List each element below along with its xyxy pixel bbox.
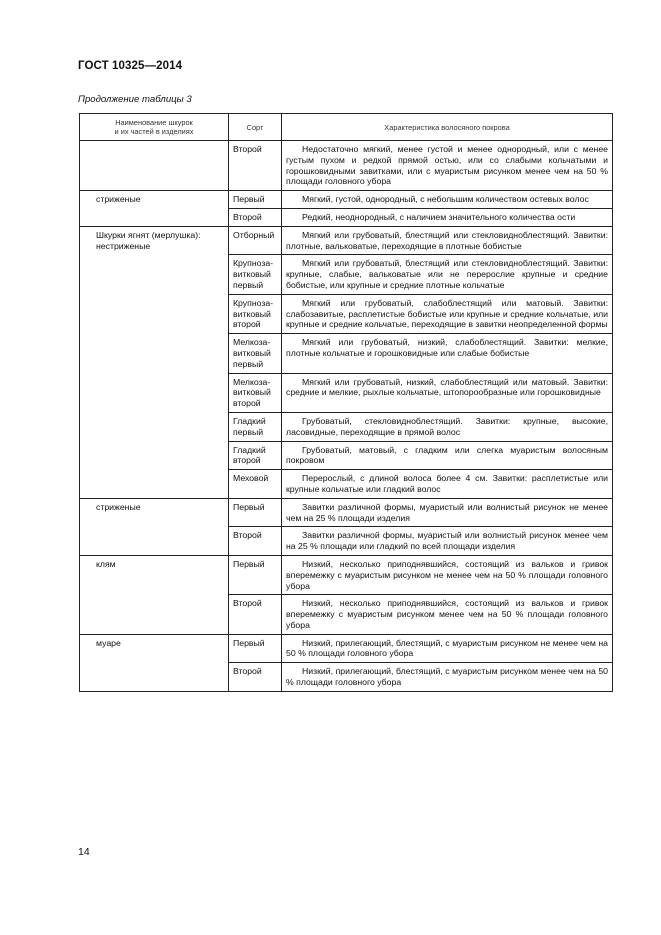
grade-cell: Гладкий первый [229,412,282,441]
table-row [80,555,613,594]
column-header-grade: Сорт [229,114,282,141]
grade-cell: Второй [229,527,282,556]
grade-cell: Крупноза- витковый первый [229,255,282,294]
description-cell: Мягкий или грубоватый, блестящий или стекловидноблестящий. Завитки: плотные, вальковатые, переходящие в плотные бобистые [282,226,613,255]
grade-cell: Первый [229,191,282,209]
description-cell: Мягкий или грубоватый, блестящий или стекловидноблестящий. Завитки: крупные, слабые, вальковатые или не перерослие крупные и средние бобистые, или крупные и средние плотные кольчатые [282,255,613,294]
description-cell: Мягкий или грубоватый, слабоблестящий или матовый. Завитки: слабозавитые, расплетистые бобистые или крупные и средние кольчатые, или крупные и средние кольчатые, переходящие в завитки неопределенной формы [282,294,613,333]
item-name-cell: клям [80,555,229,634]
description-cell: Завитки различной формы, муаристый или волнистый рисунок менее чем на 25 % площади или гладкий по всей площади изделия [282,527,613,556]
page-number: 14 [78,846,90,858]
grade-cell: Мелкоза- витковый первый [229,334,282,373]
document-standard-title: ГОСТ 10325—2014 [78,60,183,72]
item-name-cell: стриженые [80,191,229,227]
description-cell: Перерослый, с длиной волоса более 4 см. Завитки: расплетистые или крупные кольчатые или гладкий волос [282,470,613,499]
fur-characteristics-table [79,113,613,692]
grade-cell: Мелкоза- витковый второй [229,373,282,412]
grade-cell: Первый [229,498,282,527]
grade-cell: Второй [229,208,282,226]
table-row [80,498,613,527]
description-cell: Мягкий, густой, однородный, с небольшим количеством остевых волос [282,191,613,209]
item-name-cell: стриженые [80,498,229,555]
table-row [80,191,613,209]
description-cell: Грубоватый, стекловидноблестящий. Завитки: крупные, высокие, ласовидные, переходящие в прямой волос [282,412,613,441]
grade-cell: Первый [229,634,282,663]
column-header-name: Наименование шкурок и их частей в изделиях [80,114,229,141]
item-name-cell [80,141,229,191]
item-name-cell: Шкурки ягнят (мерлушка): нестриженые [80,226,229,498]
description-cell: Низкий, несколько приподнявшийся, состоящий из вальков и гривок вперемежку с муаристым рисунком не менее чем на 50 % площади головного убора [282,555,613,594]
description-cell: Мягкий или грубоватый, низкий, слабоблестящий. Завитки: мелкие, плотные кольчатые и горошковидные или слабые бобистые [282,334,613,373]
description-cell: Низкий, несколько приподнявшийся, состоящий из вальков и гривок вперемежку с муаристым рисунком менее чем на 50 % площади головного убора [282,595,613,634]
grade-cell: Крупноза- витковый второй [229,294,282,333]
grade-cell: Второй [229,141,282,191]
grade-cell: Гладкий второй [229,441,282,470]
description-cell: Мягкий или грубоватый, низкий, слабоблестящий или матовый. Завитки: средние и мелкие, рыхлые кольчатые, штопорообразные или горошковидные [282,373,613,412]
description-cell: Редкий, неоднородный, с наличием значительного количества ости [282,208,613,226]
description-cell: Недостаточно мягкий, менее густой и менее однородный, или с менее густым пухом и редкой прямой остью, или со слабыми кольчатыми и горошковидными завитками, или с муаристым рисунком менее чем на 50 % площади головного убора [282,141,613,191]
grade-cell: Второй [229,595,282,634]
description-cell: Низкий, прилегающий, блестящий, с муаристым рисунком менее чем на 50 % площади головного убора [282,663,613,692]
table-body [80,141,613,692]
table-header-row [80,114,613,141]
grade-cell: Отборный [229,226,282,255]
grade-cell: Первый [229,555,282,594]
table-row [80,634,613,663]
item-name-cell: муаре [80,634,229,691]
table-row [80,141,613,191]
description-cell: Завитки различной формы, муаристый или волнистый рисунок не менее чем на 25 % площади изделия [282,498,613,527]
table-row [80,226,613,255]
description-cell: Грубоватый, матовый, с гладким или слегка муаристым волосяным покровом [282,441,613,470]
grade-cell: Меховой [229,470,282,499]
description-cell: Низкий, прилегающий, блестящий, с муаристым рисунком не менее чем на 50 % площади головного убора [282,634,613,663]
grade-cell: Второй [229,663,282,692]
column-header-description: Характеристика волосяного покрова [282,114,613,141]
table-caption: Продолжение таблицы 3 [78,94,192,105]
